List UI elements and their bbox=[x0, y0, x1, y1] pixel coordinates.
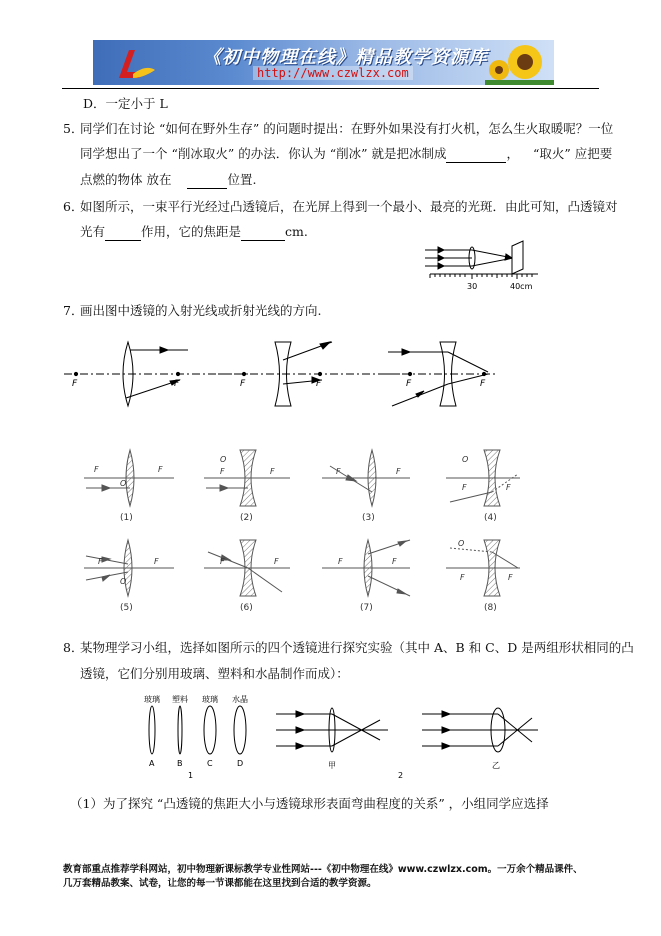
q7-5-origin: O bbox=[120, 577, 127, 586]
q5-line2 bbox=[80, 146, 612, 163]
q7-1-focus-right: F bbox=[158, 465, 163, 474]
q5-number: 5． bbox=[63, 121, 84, 136]
q7-5-focus-right: F bbox=[154, 557, 159, 566]
site-logo-icon bbox=[113, 44, 157, 82]
q7-3-focus-right: F bbox=[396, 467, 401, 476]
q7-number: 7． bbox=[63, 303, 84, 318]
q6-number: 6． bbox=[63, 199, 84, 214]
q7-4-origin: O bbox=[462, 455, 469, 464]
q7-grid-diagrams bbox=[80, 444, 520, 614]
q7-c-focus-right: F bbox=[480, 379, 486, 389]
q7-caption-7: (7) bbox=[360, 603, 373, 613]
q7-5-focus-left: F bbox=[98, 557, 103, 566]
q7-4-focus-right: F bbox=[506, 483, 511, 492]
q6-line2-b: 作用，它的焦距是 bbox=[141, 224, 242, 239]
q7-top-diagrams bbox=[60, 338, 500, 410]
q7-b-focus-right: F bbox=[316, 379, 322, 389]
q6-line2 bbox=[80, 224, 308, 241]
q8-lens-a-letter: A bbox=[149, 759, 155, 768]
q6-scale-30: 30 bbox=[467, 282, 478, 291]
q5-line3 bbox=[80, 172, 256, 189]
q8-jia-label: 甲 bbox=[328, 761, 336, 770]
q7-6-focus-left: F bbox=[220, 557, 225, 566]
q6-line2-c: cm. bbox=[285, 224, 308, 239]
q6-blank-1[interactable] bbox=[105, 224, 141, 241]
header-title: 《初中物理在线》精品教学资源库 bbox=[203, 47, 488, 68]
q7-7-focus-left: F bbox=[338, 557, 343, 566]
q7-caption-6: (6) bbox=[240, 603, 253, 613]
q7-b-focus-left: F bbox=[240, 379, 246, 389]
q7-7-focus-right: F bbox=[392, 557, 397, 566]
q6-blank-2[interactable] bbox=[241, 224, 285, 241]
q8-line2: 透镜，它们分别用玻璃、塑料和水晶制作而成）： bbox=[80, 666, 349, 681]
q4-option-d: D．一定小于 L bbox=[83, 96, 168, 111]
q7-2-focus-right: F bbox=[270, 467, 275, 476]
q7-caption-2: (2) bbox=[240, 513, 253, 523]
header-url[interactable]: http://www.czwlzx.com bbox=[253, 66, 413, 80]
q7-caption-8: (8) bbox=[484, 603, 497, 613]
q7-caption-4: (4) bbox=[484, 513, 497, 523]
q8-fig1-label: 1 bbox=[188, 771, 194, 780]
q8-sub1: （1）为了探究 “凸透镜的焦距大小与透镜球形表面弯曲程度的关系” ，小组同学应选择 bbox=[70, 796, 549, 811]
q8-lens-c-material: 玻璃 bbox=[202, 695, 218, 704]
q7-8-origin: O bbox=[458, 539, 465, 548]
q5-line3-b: 位置. bbox=[227, 172, 257, 187]
q5-blank-1[interactable] bbox=[446, 146, 506, 163]
sunflower-icon bbox=[485, 40, 554, 85]
q7-8-focus-left: F bbox=[460, 573, 465, 582]
q5-line2-c: “取火” 应把要 bbox=[532, 146, 613, 161]
q8-lens-d-letter: D bbox=[237, 759, 244, 768]
q7-2-origin: O bbox=[220, 455, 227, 464]
q7-3-focus-left: F bbox=[336, 467, 341, 476]
q7-6-focus-right: F bbox=[274, 557, 279, 566]
q8-lens-d-material: 水晶 bbox=[232, 695, 248, 704]
q7-a-focus-left: F bbox=[72, 379, 78, 389]
q8-lens-c-letter: C bbox=[207, 759, 213, 768]
q6-lens-figure bbox=[420, 236, 550, 294]
q6-line2-a: 光有 bbox=[80, 224, 106, 239]
q7-1-origin: O bbox=[120, 479, 127, 488]
q8-figures bbox=[140, 688, 540, 780]
q7-2-focus-left: F bbox=[220, 467, 225, 476]
q7-text: 画出图中透镜的入射光线或折射光线的方向. bbox=[80, 303, 322, 318]
q6-scale-40: 40cm bbox=[510, 282, 533, 291]
q5-blank-2[interactable] bbox=[187, 172, 227, 189]
q7-8-focus-right: F bbox=[508, 573, 513, 582]
q7-4-focus-left: F bbox=[462, 483, 467, 492]
footer-line1: 教育部重点推荐学科网站，初中物理新课标教学专业性网站---《初中物理在线》www.czwlzx.com。一万余个精品课件、 bbox=[63, 864, 583, 875]
footer-line2: 几万套精品教案、试卷，让您的每一节课都能在这里找到合适的教学资源。 bbox=[63, 878, 377, 889]
q5-line2-b: ， bbox=[506, 146, 519, 161]
q8-lens-a-material: 玻璃 bbox=[144, 695, 160, 704]
q7-caption-1: (1) bbox=[120, 513, 133, 523]
q6-line1: 如图所示，一束平行光经过凸透镜后，在光屏上得到一个最小、最亮的光斑．由此可知，凸透镜对 bbox=[80, 199, 618, 214]
q5-line3-a: 点燃的物体 放在 bbox=[80, 172, 172, 187]
q8-number: 8． bbox=[63, 640, 84, 655]
q7-1-focus-left: F bbox=[94, 465, 99, 474]
q8-lens-b-letter: B bbox=[177, 759, 183, 768]
q7-caption-5: (5) bbox=[120, 603, 133, 613]
q7-caption-3: (3) bbox=[362, 513, 375, 523]
q7-c-focus-left: F bbox=[406, 379, 412, 389]
q8-yi-label: 乙 bbox=[492, 761, 500, 770]
q5-line1: 同学们在讨论 “如何在野外生存” 的问题时提出：在野外如果没有打火机，怎么生火取暖呢？一位 bbox=[80, 121, 614, 136]
q8-lens-b-material: 塑料 bbox=[172, 695, 188, 704]
q5-line2-a: 同学想出了一个 “削冰取火” 的办法．你认为 “削冰” 就是把冰制成 bbox=[80, 146, 447, 161]
q8-fig2-label: 2 bbox=[398, 771, 404, 780]
q7-a-focus-right: F bbox=[174, 379, 180, 389]
header-banner bbox=[93, 40, 554, 85]
q8-line1: 某物理学习小组，选择如图所示的四个透镜进行探究实验（其中 A、B 和 C、D 是两组形状相同的凸 bbox=[80, 640, 634, 655]
header-rule bbox=[62, 88, 599, 89]
